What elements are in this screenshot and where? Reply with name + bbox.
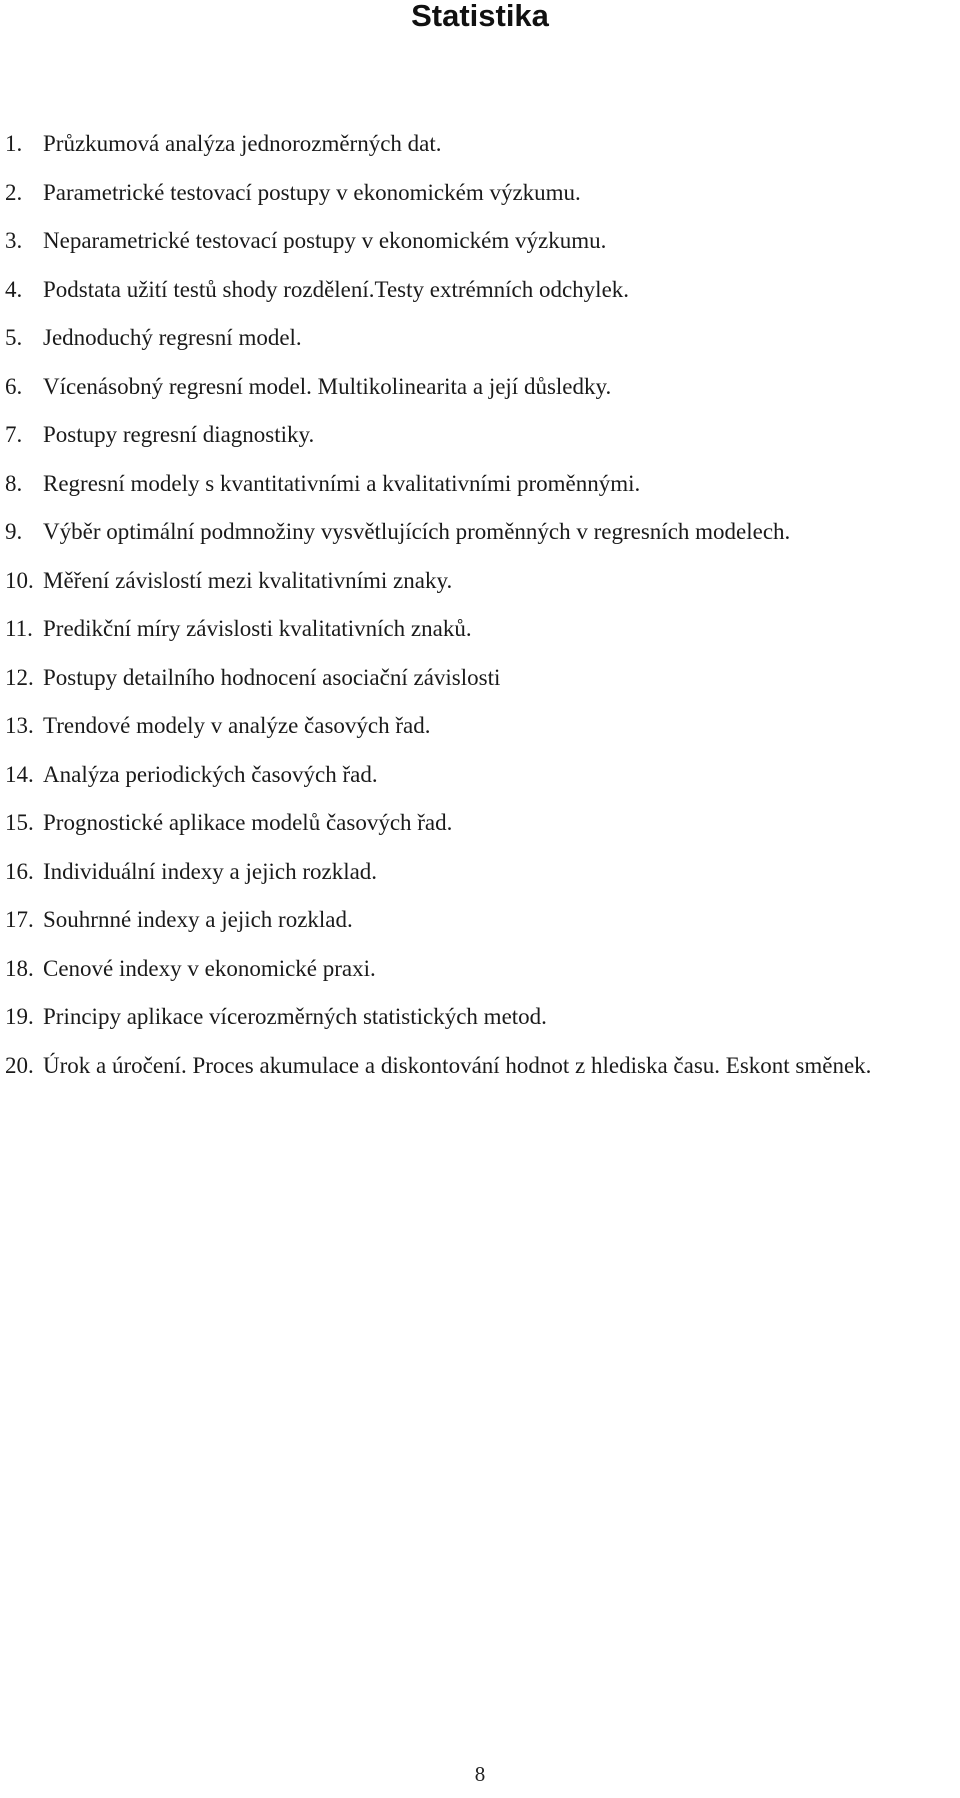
list-item-text: Principy aplikace vícerozměrných statistických metod. <box>43 1004 547 1029</box>
list-item-number: 11. <box>5 616 33 641</box>
list-item-text: Průzkumová analýza jednorozměrných dat. <box>43 131 442 156</box>
list-item <box>0 848 960 897</box>
list-item-text: Prognostické aplikace modelů časových řad. <box>43 810 453 835</box>
list-item-number: 4. <box>5 276 23 302</box>
list-item <box>0 266 960 315</box>
page-title: Statistika <box>411 0 549 33</box>
list-item-text: Individuální indexy a jejich rozklad. <box>43 858 378 884</box>
list-item-number: 18. <box>5 955 34 981</box>
list-item <box>0 217 960 266</box>
list-item-text: Cenové indexy v ekonomické praxi. <box>43 955 376 981</box>
list-item-number: 2. <box>5 179 23 205</box>
list-item <box>0 411 960 460</box>
list-item <box>0 508 960 557</box>
list-item <box>0 993 960 1042</box>
list-item <box>0 751 960 800</box>
topic-list <box>0 120 960 1139</box>
list-item-number: 5. <box>5 325 23 350</box>
list-item-number: 14. <box>5 761 34 787</box>
list-item <box>0 654 960 703</box>
list-item-number: 7. <box>5 422 23 447</box>
list-item-number: 16. <box>5 858 34 884</box>
list-item-text: Neparametrické testovací postupy v ekonomickém výzkumu. <box>43 228 607 253</box>
list-item-text: Predikční míry závislosti kvalitativních znaků. <box>43 616 472 641</box>
list-item-text: Regresní modely s kvantitativními a kvalitativními proměnnými. <box>43 470 641 496</box>
list-item <box>0 799 960 848</box>
list-item <box>0 460 960 509</box>
list-item-text: Podstata užití testů shody rozdělení.Testy extrémních odchylek. <box>43 276 630 302</box>
list-item-text: Jednoduchý regresní model. <box>43 325 302 350</box>
list-item-number: 13. <box>5 713 34 738</box>
list-item <box>0 896 960 945</box>
list-item-text: Trendové modely v analýze časových řad. <box>43 713 431 738</box>
list-item-number: 15. <box>5 810 34 835</box>
list-item-text: Výběr optimální podmnožiny vysvětlujících proměnných v regresních modelech. <box>43 519 791 544</box>
list-item-number: 12. <box>5 664 34 690</box>
list-item-text: Postupy regresní diagnostiky. <box>43 422 315 447</box>
list-item-number: 19. <box>5 1004 34 1029</box>
list-item <box>0 702 960 751</box>
list-item <box>0 363 960 412</box>
list-item-number: 17. <box>5 907 34 932</box>
list-item-text: Postupy detailního hodnocení asociační závislosti <box>43 664 501 690</box>
list-item-number: 20. <box>5 1052 34 1078</box>
list-item-number: 6. <box>5 373 23 399</box>
list-item <box>0 945 960 994</box>
list-item <box>0 314 960 363</box>
list-item-number: 10. <box>5 567 34 593</box>
list-item <box>0 120 960 169</box>
page-number: 8 <box>474 1762 486 1786</box>
list-item-number: 8. <box>5 470 23 496</box>
list-item-number: 3. <box>5 228 23 253</box>
list-item <box>0 557 960 606</box>
list-item-text: Souhrnné indexy a jejich rozklad. <box>43 907 353 932</box>
list-item <box>0 605 960 654</box>
list-item-text: Analýza periodických časových řad. <box>43 761 378 787</box>
list-item <box>0 1042 960 1139</box>
list-item-number: 9. <box>5 519 23 544</box>
list-item-text: Vícenásobný regresní model. Multikolinearita a její důsledky. <box>43 373 612 399</box>
list-item-text: Měření závislostí mezi kvalitativními znaky. <box>43 567 453 593</box>
list-item-number: 1. <box>5 131 23 156</box>
list-item-text: Parametrické testovací postupy v ekonomickém výzkumu. <box>43 179 581 205</box>
list-item <box>0 169 960 218</box>
list-item-text: Úrok a úročení. Proces akumulace a diskontování hodnot z hlediska času. Eskont směnek. <box>43 1052 872 1078</box>
